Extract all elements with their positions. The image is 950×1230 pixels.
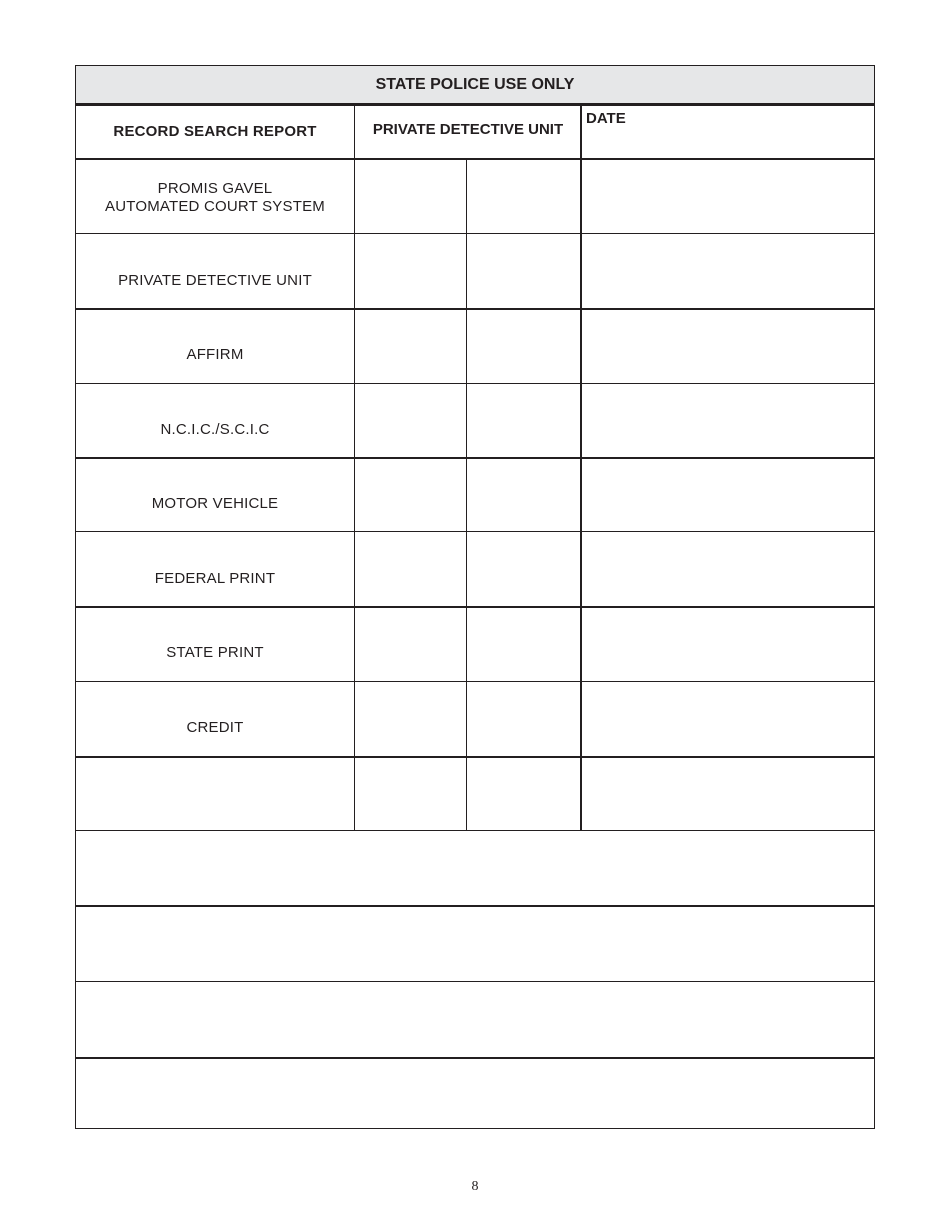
row-divider	[76, 383, 874, 384]
page-number: 8	[471, 1179, 479, 1194]
form-title: STATE POLICE USE ONLY	[76, 66, 874, 106]
row-divider	[76, 1057, 874, 1059]
header-date: DATE	[586, 110, 626, 127]
column-divider	[580, 106, 582, 831]
row-divider	[76, 158, 874, 160]
row-divider	[76, 681, 874, 682]
header-private-detective-unit: PRIVATE DETECTIVE UNIT	[372, 121, 564, 138]
row-label: N.C.I.C./S.C.I.C	[160, 421, 270, 438]
row-label: CREDIT	[186, 719, 244, 736]
record-search-form	[75, 65, 875, 1129]
row-divider	[76, 981, 874, 982]
row-label: AUTOMATED COURT SYSTEM	[105, 198, 325, 215]
row-label: MOTOR VEHICLE	[151, 495, 279, 512]
header-record-search-report: RECORD SEARCH REPORT	[113, 123, 317, 140]
row-divider	[76, 830, 874, 831]
row-divider	[76, 531, 874, 532]
row-divider	[76, 457, 874, 459]
row-divider	[76, 233, 874, 234]
row-divider	[76, 308, 874, 310]
row-divider	[76, 606, 874, 608]
row-label: PRIVATE DETECTIVE UNIT	[118, 272, 312, 289]
row-label: AFFIRM	[186, 346, 244, 363]
column-divider	[354, 106, 355, 831]
row-divider	[76, 905, 874, 907]
row-label: FEDERAL PRINT	[154, 570, 276, 587]
column-divider	[466, 160, 467, 831]
row-divider	[76, 756, 874, 758]
row-label: PROMIS GAVEL	[157, 180, 273, 197]
row-label: STATE PRINT	[166, 644, 264, 661]
